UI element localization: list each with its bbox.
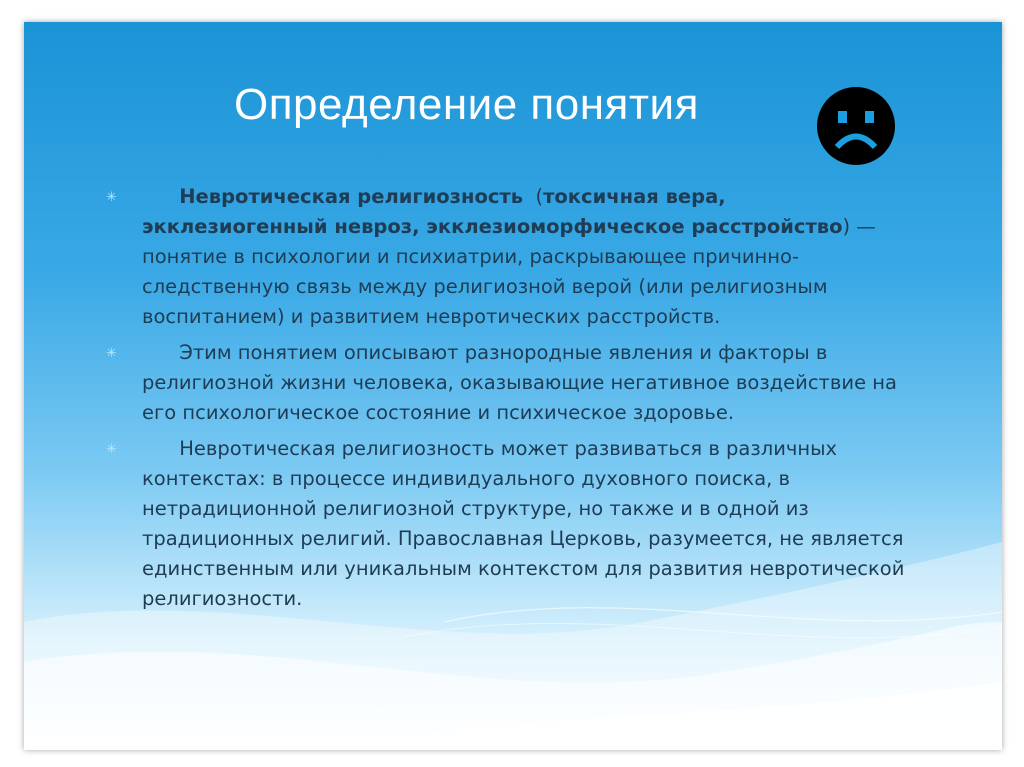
- term-bold: Невротическая религиозность: [179, 185, 524, 208]
- list-item: [106, 434, 911, 614]
- asterisk-bullet-icon: ✳: [106, 346, 117, 361]
- slide-title: Определение понятия: [234, 80, 699, 129]
- list-item: [106, 338, 906, 428]
- slide: [24, 22, 1002, 750]
- asterisk-bullet-icon: ✳: [106, 190, 117, 205]
- synonyms-bold: токсичная вера, экклезиогенный невроз, экклезиоморфическое расстройство: [142, 185, 843, 238]
- list-item: ✳ Невротическая религиозность (токсичная вера, экклезиогенный невроз, экклезиоморфическое расстройство) — понятие в психологии и психиатрии, раскрывающее причинно-следственную связь между религиозной верой (или религиозным воспитанием) и развитием невротических расстройств.: [106, 185, 876, 328]
- sad-face-icon: [816, 86, 896, 166]
- bullet-list: [106, 182, 911, 620]
- asterisk-bullet-icon: ✳: [106, 442, 117, 457]
- paragraph-text: Этим понятием описывают разнородные явления и факторы в религиозной жизни человека, оказывающие негативное воздействие на его психологическое состояние и психическое здоровье.: [142, 341, 904, 424]
- paragraph-text: Невротическая религиозность может развиваться в различных контекстах: в процессе индивидуального духовного поиска, в нетрадиционной религиозной структуре, но также и в одной из традиционных религий. Православная Церковь, разумеется, не является единственным или уникальным контекстом для развития невротической религиозности.: [142, 437, 911, 610]
- definition-text: ) — понятие в психологии и психиатрии, раскрывающее причинно-следственную связь между религиозной верой (или религиозным воспитанием) и развитием невротических расстройств.: [142, 215, 876, 328]
